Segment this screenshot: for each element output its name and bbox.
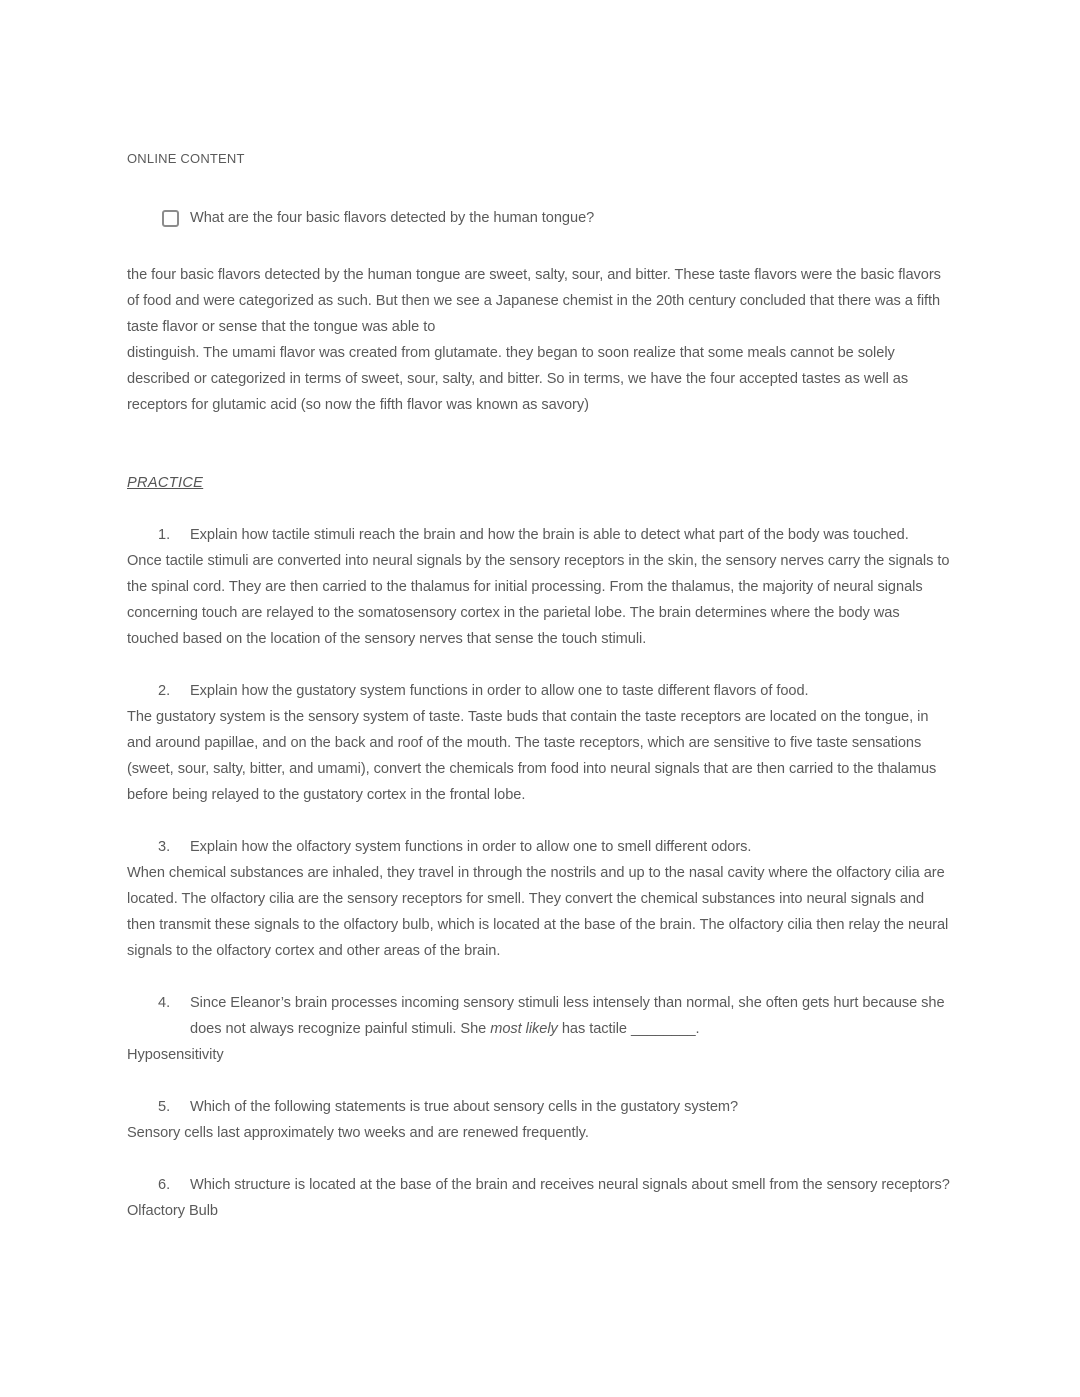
question-item-6 (127, 1172, 950, 1224)
question-text-suffix: has tactile ________. (557, 1021, 700, 1037)
answer-text: Olfactory Bulb (127, 1203, 218, 1219)
checklist-question-label: What are the four basic flavors detected by the human tongue? (190, 210, 595, 226)
question-item-1 (127, 522, 950, 652)
question-text: Which of the following statements is true about sensory cells in the gustatory system? (190, 1099, 739, 1115)
checklist-item (127, 205, 950, 231)
question-number: 4. (158, 995, 171, 1011)
answer-text: Sensory cells last approximately two weeks and are renewed frequently. (127, 1125, 589, 1141)
practice-heading: PRACTICE (127, 475, 204, 491)
section-header-online-content: ONLINE CONTENT (127, 151, 245, 166)
question-number: 2. (158, 683, 171, 699)
question-item-4 (127, 990, 950, 1068)
answer-text: Hyposensitivity (127, 1047, 224, 1063)
question-text-prefix: Since Eleanor’s brain processes incoming sensory stimuli less intensely than normal, she often gets hurt because she does not always recognize painful stimuli. She (190, 995, 945, 1037)
question-text-italic: most likely (490, 1021, 558, 1037)
intro-answer-line-1: the four basic flavors detected by the human tongue are sweet, salty, sour, and bitter. These taste flavors were the basic flavors of food and were categorized as such. But then we see a Japanese chemist in the 20th century concluded that there was a fifth taste flavor or sense that the tongue was able to (127, 267, 941, 335)
question-number: 1. (158, 527, 171, 543)
question-text: Explain how the gustatory system functions in order to allow one to taste different flavors of food. (190, 683, 809, 699)
question-number: 5. (158, 1099, 171, 1115)
question-line (127, 522, 950, 548)
document-content (127, 150, 950, 1224)
answer-text: The gustatory system is the sensory system of taste. Taste buds that contain the taste receptors are located on the tongue, in and around papillae, and on the back and roof of the mouth. The taste receptors, which are sensitive to five taste sensations (sweet, sour, salty, bitter, and umami), convert the chemicals from food into neural signals that are then carried to the thalamus before being relayed to the gustatory cortex in the frontal lobe. (127, 709, 937, 803)
question-text: Explain how the olfactory system functions in order to allow one to smell different odors. (190, 839, 752, 855)
question-line (127, 834, 950, 860)
question-number: 3. (158, 839, 171, 855)
checkbox-icon[interactable] (162, 210, 179, 227)
question-line (127, 990, 950, 1042)
question-text: Which structure is located at the base of the brain and receives neural signals about smell from the sensory receptors? (190, 1177, 950, 1193)
question-line (127, 678, 950, 704)
question-item-2 (127, 678, 950, 808)
question-line (127, 1094, 950, 1120)
answer-text: When chemical substances are inhaled, they travel in through the nostrils and up to the nasal cavity where the olfactory cilia are located. The olfactory cilia are the sensory receptors for smell. They convert the chemical substances into neural signals and then transmit these signals to the olfactory bulb, which is located at the base of the brain. The olfactory cilia then relay the neural signals to the olfactory cortex and other areas of the brain. (127, 865, 949, 959)
question-text: Explain how tactile stimuli reach the brain and how the brain is able to detect what part of the body was touched. (190, 527, 909, 543)
answer-text: Once tactile stimuli are converted into neural signals by the sensory receptors in the skin, the sensory nerves carry the signals to the spinal cord. They are then carried to the thalamus for initial processing. From the thalamus, the majority of neural signals concerning touch are relayed to the somatosensory cortex in the parietal lobe. The brain determines where the body was touched based on the location of the sensory nerves that sense the touch stimuli. (127, 553, 950, 647)
question-item-5 (127, 1094, 950, 1146)
question-item-3 (127, 834, 950, 964)
question-number: 6. (158, 1177, 171, 1193)
question-text (190, 990, 950, 1042)
intro-answer-line-2: distinguish. The umami flavor was created from glutamate. they began to soon realize that some meals cannot be solely described or categorized in terms of sweet, sour, salty, and bitter. So in terms, we have the four accepted tastes as well as receptors for glutamic acid (so now the fifth flavor was known as savory) (127, 345, 909, 413)
intro-answer-paragraph (127, 262, 950, 418)
question-line (127, 1172, 950, 1198)
